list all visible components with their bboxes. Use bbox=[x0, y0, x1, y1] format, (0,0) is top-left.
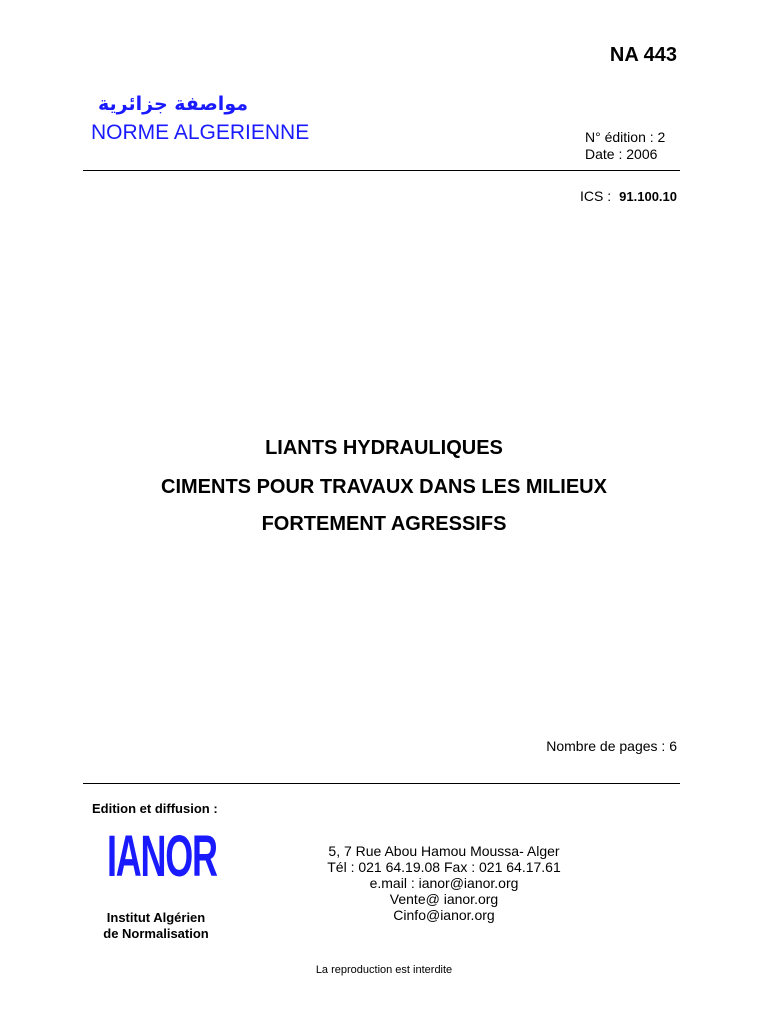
document-title-line-2: CIMENTS POUR TRAVAUX DANS LES MILIEUX bbox=[161, 476, 607, 498]
edition-number: N° édition : 2 bbox=[585, 129, 666, 145]
ics-label: ICS : bbox=[580, 188, 612, 204]
ics-classification bbox=[580, 188, 677, 204]
organization-name bbox=[85, 910, 227, 942]
email-sales: Vente@ ianor.org bbox=[389, 891, 499, 907]
ics-code: 91.100.10 bbox=[619, 189, 677, 204]
address: 5, 7 Rue Abou Hamou Moussa- Alger bbox=[328, 843, 560, 859]
document-title-line-3: FORTEMENT AGRESSIFS bbox=[261, 513, 507, 535]
arabic-title: مواصفة جزائرية bbox=[98, 93, 248, 115]
organization-name-line-1: Institut Algérien bbox=[106, 910, 206, 925]
top-divider bbox=[83, 170, 680, 171]
norme-algerienne-title: NORME ALGERIENNE bbox=[91, 121, 310, 144]
email-info: Cinfo@ianor.org bbox=[393, 907, 495, 923]
reproduction-notice: La reproduction est interdite bbox=[315, 964, 453, 976]
document-title-line-1: LIANTS HYDRAULIQUES bbox=[265, 437, 503, 459]
email: e.mail : ianor@ianor.org bbox=[369, 875, 519, 891]
organization-name-line-2: de Normalisation bbox=[103, 926, 209, 941]
bottom-divider bbox=[83, 783, 680, 784]
edition-date: Date : 2006 bbox=[585, 146, 658, 162]
edition-diffusion-label: Edition et diffusion : bbox=[92, 801, 218, 816]
ianor-logo: IANOR bbox=[107, 824, 217, 889]
page-count: Nombre de pages : 6 bbox=[546, 738, 677, 754]
phone-fax: Tél : 021 64.19.08 Fax : 021 64.17.61 bbox=[327, 859, 561, 875]
standard-number: NA 443 bbox=[609, 44, 677, 66]
contact-block bbox=[290, 843, 598, 923]
